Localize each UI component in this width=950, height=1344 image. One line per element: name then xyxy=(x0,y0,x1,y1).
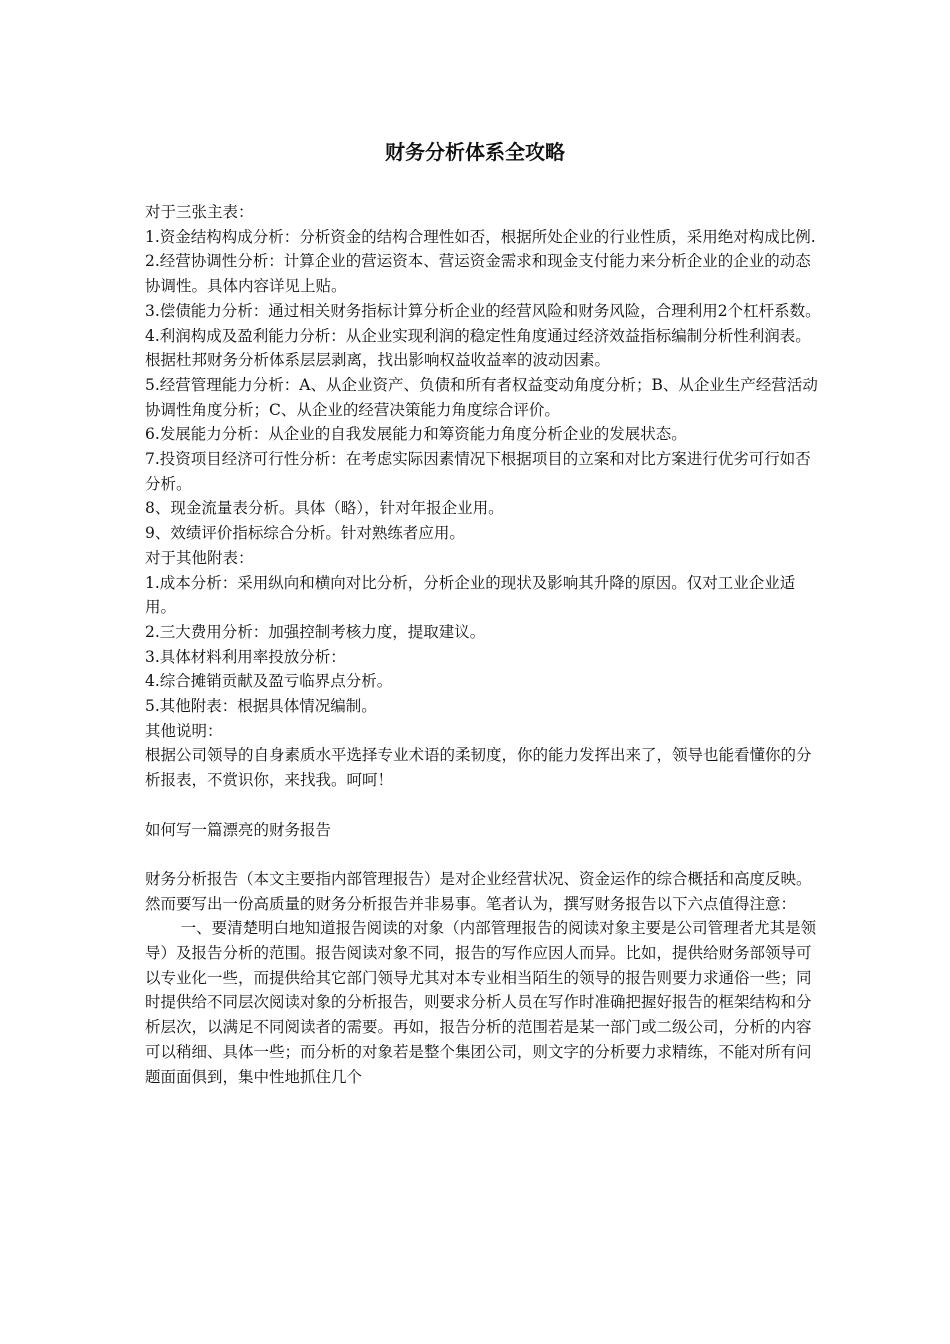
paragraph: 8、现金流量表分析。具体（略），针对年报企业用。 xyxy=(145,499,504,518)
paragraph: 5.经营管理能力分析：A、从企业资产、负债和所有者权益变动角度分析；B、从企业生产经营活动协调性角度分析；C、从企业的经营决策能力角度综合评价。 xyxy=(145,375,818,419)
paragraph: 根据公司领导的自身素质水平选择专业术语的柔韧度，你的能力发挥出来了，领导也能看懂你的分析报表，不赏识你，来找我。呵呵！ xyxy=(145,746,812,790)
paragraph: 4.综合摊销贡献及盈亏临界点分析。 xyxy=(145,672,393,691)
paragraph: 5.其他附表：根据具体情况编制。 xyxy=(145,697,377,716)
paragraph: 其他说明： xyxy=(145,721,223,740)
paragraph: 1.成本分析：采用纵向和横向对比分析，分析企业的现状及影响其升降的原因。仅对工业企业适用。 xyxy=(145,573,796,617)
paragraph: 一、要清楚明白地知道报告阅读的对象（内部管理报告的阅读对象主要是公司管理者尤其是领导）及报告分析的范围。报告阅读对象不同，报告的写作应因人而异。比如，提供给财务部领导可以专业化一些，而提供给其它部门领导尤其对本专业相当陌生的领导的报告则要力求通俗一些；同时提供给不同层次阅读对象的分析报告，则要求分析人员在写作时准确把握好报告的框架结构和分析层次，以满足不同阅读者的需要。再如，报告分析的范围若是某一部门或二级公司，分析的内容可以稍细、具体一些；而分析的对象若是整个集团公司，则文字的分析要力求精练，不能对所有问题面面俱到，集中性地抓住几个 xyxy=(145,919,817,1086)
paragraph: 2.三大费用分析：加强控制考核力度，提取建议。 xyxy=(145,622,486,641)
spacer xyxy=(145,842,825,867)
paragraph: 财务分析报告（本文主要指内部管理报告）是对企业经营状况、资金运作的综合概括和高度反映。然而要写出一份高质量的财务分析报告并非易事。笔者认为，撰写财务报告以下六点值得注意： xyxy=(145,869,812,913)
paragraph: 2.经营协调性分析：计算企业的营运资本、营运资金需求和现金支付能力来分析企业的企业的动态协调性。具体内容详见上贴。 xyxy=(145,252,811,296)
paragraph: 6.发展能力分析：从企业的自我发展能力和筹资能力角度分析企业的发展状态。 xyxy=(145,425,687,444)
paragraph: 7.投资项目经济可行性分析：在考虑实际因素情况下根据项目的立案和对比方案进行优劣可行如否分析。 xyxy=(145,450,811,493)
paragraph: 对于三张主表： xyxy=(145,203,254,221)
paragraph: 1.资金结构构成分析：分析资金的结构合理性如否，根据所处企业的行业性质，采用绝对构成比例. xyxy=(145,227,816,246)
paragraph: 9、效绩评价指标综合分析。针对熟练者应用。 xyxy=(145,524,465,543)
paragraph: 3.偿债能力分析：通过相关财务指标计算分析企业的经营风险和财务风险，合理利用2个杠杆系数。 xyxy=(145,301,821,320)
paragraph: 3.具体材料利用率投放分析： xyxy=(145,647,346,666)
paragraph: 4.利润构成及盈利能力分析：从企业实现利润的稳定性角度通过经济效益指标编制分析性利润表。根据杜邦财务分析体系层层剥离，找出影响权益收益率的波动因素。 xyxy=(145,326,811,370)
section-heading: 如何写一篇漂亮的财务报告 xyxy=(145,820,332,839)
document-body xyxy=(145,200,825,1089)
paragraph: 对于其他附表： xyxy=(145,548,254,567)
spacer xyxy=(145,793,825,818)
document-title: 财务分析体系全攻略 xyxy=(385,140,565,164)
